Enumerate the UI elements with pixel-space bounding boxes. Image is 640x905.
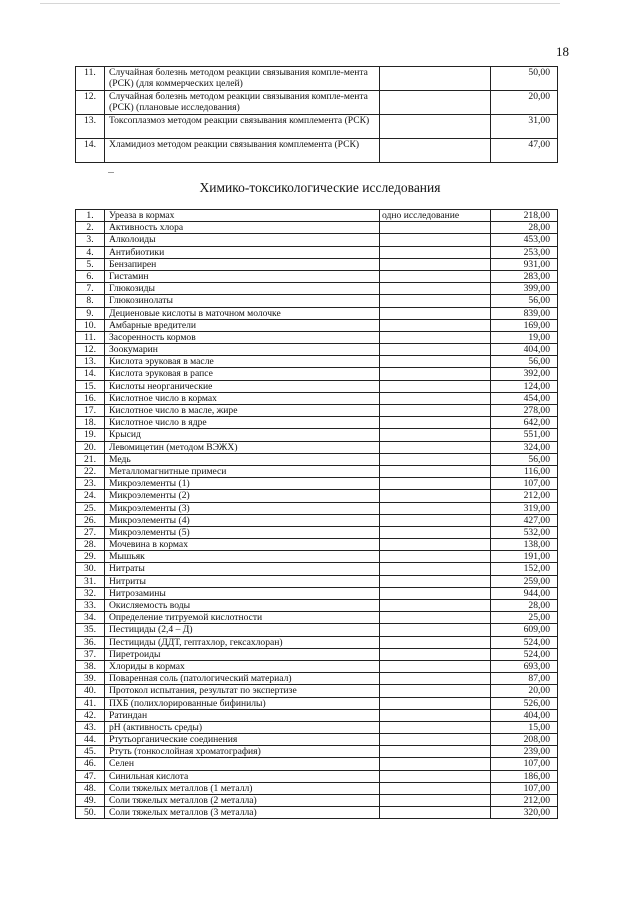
unit-cell xyxy=(380,115,491,139)
item-name: Кислотное число в кормах xyxy=(105,392,380,404)
price-cell: 124,00 xyxy=(491,380,558,392)
table-row xyxy=(76,465,558,477)
price-cell: 169,00 xyxy=(491,319,558,331)
item-name: Засоренность кормов xyxy=(105,331,380,343)
unit-cell xyxy=(380,307,491,319)
row-number: 30. xyxy=(76,563,105,575)
price-cell: 642,00 xyxy=(491,417,558,429)
item-name: Пиретроиды xyxy=(105,648,380,660)
unit-cell xyxy=(380,721,491,733)
row-number: 15. xyxy=(76,380,105,392)
unit-cell xyxy=(380,490,491,502)
price-cell: 532,00 xyxy=(491,526,558,538)
table-row xyxy=(76,709,558,721)
row-number: 1. xyxy=(76,210,105,222)
price-cell: 25,00 xyxy=(491,612,558,624)
row-number: 20. xyxy=(76,441,105,453)
table-row xyxy=(76,697,558,709)
unit-cell xyxy=(380,612,491,624)
row-number: 3. xyxy=(76,234,105,246)
row-number: 23. xyxy=(76,478,105,490)
row-number: 14. xyxy=(76,139,105,163)
price-cell: 15,00 xyxy=(491,721,558,733)
item-name: Зоокумарин xyxy=(105,344,380,356)
price-cell: 392,00 xyxy=(491,368,558,380)
row-number: 14. xyxy=(76,368,105,380)
row-number: 17. xyxy=(76,405,105,417)
row-number: 41. xyxy=(76,697,105,709)
table-row xyxy=(76,91,558,115)
table-row xyxy=(76,344,558,356)
table-row xyxy=(76,660,558,672)
table-row xyxy=(76,782,558,794)
unit-cell xyxy=(380,417,491,429)
row-number: 13. xyxy=(76,115,105,139)
table-row xyxy=(76,283,558,295)
unit-cell xyxy=(380,758,491,770)
item-name: Дециеновые кислоты в маточном молочке xyxy=(105,307,380,319)
table-row xyxy=(76,115,558,139)
item-name: Глюкозиды xyxy=(105,283,380,295)
row-number: 37. xyxy=(76,648,105,660)
price-cell: 186,00 xyxy=(491,770,558,782)
unit-cell xyxy=(380,319,491,331)
row-number: 28. xyxy=(76,539,105,551)
item-name: Поваренная соль (патологический материал) xyxy=(105,673,380,685)
row-number: 13. xyxy=(76,356,105,368)
item-name: Кислоты неорганические xyxy=(105,380,380,392)
unit-cell xyxy=(380,356,491,368)
item-name: Левомицетин (методом ВЭЖХ) xyxy=(105,441,380,453)
table-row xyxy=(76,612,558,624)
item-name: Крысид xyxy=(105,429,380,441)
table-row xyxy=(76,648,558,660)
table-row xyxy=(76,575,558,587)
scan-mark xyxy=(108,172,114,173)
item-name: Кислотное число в масле, жире xyxy=(105,405,380,417)
price-cell: 526,00 xyxy=(491,697,558,709)
price-cell: 693,00 xyxy=(491,660,558,672)
price-cell: 20,00 xyxy=(491,91,558,115)
item-name: Медь xyxy=(105,453,380,465)
page-number: 18 xyxy=(556,44,569,59)
price-cell: 239,00 xyxy=(491,746,558,758)
unit-cell xyxy=(380,539,491,551)
item-name: Уреаза в кормах xyxy=(105,210,380,222)
unit-cell xyxy=(380,551,491,563)
table-row xyxy=(76,526,558,538)
unit-cell xyxy=(380,270,491,282)
table-row xyxy=(76,295,558,307)
unit-cell xyxy=(380,295,491,307)
unit-cell xyxy=(380,709,491,721)
unit-cell xyxy=(380,514,491,526)
unit-cell xyxy=(380,502,491,514)
row-number: 46. xyxy=(76,758,105,770)
item-name: Соли тяжелых металлов (3 металла) xyxy=(105,807,380,819)
table-row xyxy=(76,441,558,453)
item-name: Пестициды (ДДТ, гептахлор, гексахлоран) xyxy=(105,636,380,648)
chemical-toxicology-price-table xyxy=(75,209,558,819)
unit-cell xyxy=(380,795,491,807)
row-number: 11. xyxy=(76,67,105,91)
unit-cell xyxy=(380,91,491,115)
row-number: 24. xyxy=(76,490,105,502)
price-cell: 50,00 xyxy=(491,67,558,91)
table-row xyxy=(76,380,558,392)
item-name: Селен xyxy=(105,758,380,770)
row-number: 10. xyxy=(76,319,105,331)
unit-cell xyxy=(380,465,491,477)
row-number: 18. xyxy=(76,417,105,429)
item-name: Окисляемость воды xyxy=(105,600,380,612)
row-number: 25. xyxy=(76,502,105,514)
unit-cell xyxy=(380,441,491,453)
table-row xyxy=(76,746,558,758)
price-cell: 944,00 xyxy=(491,587,558,599)
row-number: 47. xyxy=(76,770,105,782)
unit-cell xyxy=(380,685,491,697)
row-number: 49. xyxy=(76,795,105,807)
table-row xyxy=(76,502,558,514)
row-number: 32. xyxy=(76,587,105,599)
table-row xyxy=(76,490,558,502)
table-row xyxy=(76,563,558,575)
row-number: 43. xyxy=(76,721,105,733)
price-cell: 212,00 xyxy=(491,490,558,502)
item-name: Бензапирен xyxy=(105,258,380,270)
unit-cell xyxy=(380,697,491,709)
unit-cell xyxy=(380,67,491,91)
item-name: Ратиндан xyxy=(105,709,380,721)
price-cell: 609,00 xyxy=(491,624,558,636)
table-row xyxy=(76,429,558,441)
table-row xyxy=(76,246,558,258)
section-title: Химико-токсикологические исследования xyxy=(199,180,441,195)
unit-cell xyxy=(380,587,491,599)
rows-body xyxy=(76,210,558,819)
unit-cell xyxy=(380,563,491,575)
price-cell: 524,00 xyxy=(491,648,558,660)
unit-cell xyxy=(380,746,491,758)
unit-cell xyxy=(380,234,491,246)
row-number: 29. xyxy=(76,551,105,563)
unit-cell xyxy=(380,660,491,672)
unit-cell xyxy=(380,368,491,380)
table-row xyxy=(76,307,558,319)
unit-cell xyxy=(380,405,491,417)
price-cell: 107,00 xyxy=(491,782,558,794)
table-row xyxy=(76,405,558,417)
row-number: 48. xyxy=(76,782,105,794)
item-name: Мочевина в кормах xyxy=(105,539,380,551)
table-row xyxy=(76,368,558,380)
row-number: 44. xyxy=(76,734,105,746)
row-number: 5. xyxy=(76,258,105,270)
row-number: 31. xyxy=(76,575,105,587)
item-name: ПХБ (полихлорированные бифинилы) xyxy=(105,697,380,709)
table-row xyxy=(76,734,558,746)
item-name: Ртуть (тонкослойная хроматография) xyxy=(105,746,380,758)
row-number: 12. xyxy=(76,344,105,356)
item-name: Микроэлементы (4) xyxy=(105,514,380,526)
unit-cell xyxy=(380,734,491,746)
price-cell: 524,00 xyxy=(491,636,558,648)
item-name: pH (активность среды) xyxy=(105,721,380,733)
price-cell: 839,00 xyxy=(491,307,558,319)
price-cell: 320,00 xyxy=(491,807,558,819)
table-row xyxy=(76,67,558,91)
item-name: Глюкозинолаты xyxy=(105,295,380,307)
unit-cell xyxy=(380,478,491,490)
unit-cell xyxy=(380,575,491,587)
price-cell: 259,00 xyxy=(491,575,558,587)
item-name: Случайная болезнь методом реакции связывания компле-мента (РСК) (для коммерческих целей) xyxy=(105,67,380,91)
table-row xyxy=(76,222,558,234)
table-row xyxy=(76,539,558,551)
price-cell: 404,00 xyxy=(491,709,558,721)
row-number: 16. xyxy=(76,392,105,404)
price-cell: 404,00 xyxy=(491,344,558,356)
table-row xyxy=(76,795,558,807)
item-name: Мышьяк xyxy=(105,551,380,563)
row-number: 33. xyxy=(76,600,105,612)
price-cell: 56,00 xyxy=(491,356,558,368)
table-row xyxy=(76,758,558,770)
item-name: Микроэлементы (3) xyxy=(105,502,380,514)
unit-cell xyxy=(380,673,491,685)
item-name: Антибиотики xyxy=(105,246,380,258)
unit-cell xyxy=(380,222,491,234)
table-row xyxy=(76,331,558,343)
price-cell: 191,00 xyxy=(491,551,558,563)
price-cell: 107,00 xyxy=(491,478,558,490)
item-name: Гистамин xyxy=(105,270,380,282)
item-name: Алколоиды xyxy=(105,234,380,246)
price-cell: 319,00 xyxy=(491,502,558,514)
row-number: 26. xyxy=(76,514,105,526)
price-cell: 20,00 xyxy=(491,685,558,697)
row-number: 27. xyxy=(76,526,105,538)
unit-cell xyxy=(380,624,491,636)
item-name: Соли тяжелых металлов (1 металл) xyxy=(105,782,380,794)
row-number: 39. xyxy=(76,673,105,685)
item-name: Активность хлора xyxy=(105,222,380,234)
table-row xyxy=(76,478,558,490)
table-row xyxy=(76,392,558,404)
row-number: 40. xyxy=(76,685,105,697)
table-row xyxy=(76,551,558,563)
item-name: Микроэлементы (1) xyxy=(105,478,380,490)
item-name: Хлориды в кормах xyxy=(105,660,380,672)
unit-cell xyxy=(380,139,491,163)
row-number: 42. xyxy=(76,709,105,721)
item-name: Синильная кислота xyxy=(105,770,380,782)
table-row xyxy=(76,319,558,331)
price-cell: 454,00 xyxy=(491,392,558,404)
item-name: Токсоплазмоз методом реакции связывания комплемента (РСК) xyxy=(105,115,380,139)
table-row xyxy=(76,685,558,697)
item-name: Амбарные вредители xyxy=(105,319,380,331)
price-cell: 399,00 xyxy=(491,283,558,295)
unit-cell xyxy=(380,283,491,295)
table-row xyxy=(76,587,558,599)
unit-cell xyxy=(380,331,491,343)
item-name: Протокол испытания, результат по экспертизе xyxy=(105,685,380,697)
row-number: 35. xyxy=(76,624,105,636)
price-cell: 28,00 xyxy=(491,600,558,612)
microbiology-price-table xyxy=(75,66,558,163)
unit-cell xyxy=(380,807,491,819)
table-row xyxy=(76,270,558,282)
table-row xyxy=(76,600,558,612)
row-number: 50. xyxy=(76,807,105,819)
price-cell: 208,00 xyxy=(491,734,558,746)
table-row xyxy=(76,636,558,648)
item-name: Нитриты xyxy=(105,575,380,587)
price-cell: 453,00 xyxy=(491,234,558,246)
price-cell: 427,00 xyxy=(491,514,558,526)
item-name: Соли тяжелых металлов (2 металла) xyxy=(105,795,380,807)
unit-cell: одно исследование xyxy=(380,210,491,222)
item-name: Случайная болезнь методом реакции связывания компле-мента (РСК) (плановые исследования) xyxy=(105,91,380,115)
row-number: 38. xyxy=(76,660,105,672)
table-row xyxy=(76,356,558,368)
price-cell: 931,00 xyxy=(491,258,558,270)
unit-cell xyxy=(380,770,491,782)
price-cell: 56,00 xyxy=(491,295,558,307)
row-number: 8. xyxy=(76,295,105,307)
unit-cell xyxy=(380,636,491,648)
item-name: Кислотное число в ядре xyxy=(105,417,380,429)
unit-cell xyxy=(380,453,491,465)
price-cell: 116,00 xyxy=(491,465,558,477)
price-cell: 324,00 xyxy=(491,441,558,453)
table-row xyxy=(76,417,558,429)
unit-cell xyxy=(380,526,491,538)
item-name: Кислота эруковая в масле xyxy=(105,356,380,368)
row-number: 6. xyxy=(76,270,105,282)
table-row xyxy=(76,139,558,163)
table-row xyxy=(76,770,558,782)
top-rows-body xyxy=(76,67,558,163)
row-number: 22. xyxy=(76,465,105,477)
table-row xyxy=(76,258,558,270)
table-row xyxy=(76,721,558,733)
item-name: Микроэлементы (2) xyxy=(105,490,380,502)
item-name: Хламидиоз методом реакции связывания комплемента (РСК) xyxy=(105,139,380,163)
table-row xyxy=(76,673,558,685)
item-name: Микроэлементы (5) xyxy=(105,526,380,538)
unit-cell xyxy=(380,246,491,258)
table-row xyxy=(76,234,558,246)
price-cell: 152,00 xyxy=(491,563,558,575)
row-number: 4. xyxy=(76,246,105,258)
unit-cell xyxy=(380,782,491,794)
price-cell: 31,00 xyxy=(491,115,558,139)
price-cell: 212,00 xyxy=(491,795,558,807)
item-name: Нитрозамины xyxy=(105,587,380,599)
unit-cell xyxy=(380,429,491,441)
price-cell: 218,00 xyxy=(491,210,558,222)
item-name: Кислота эруковая в рапсе xyxy=(105,368,380,380)
item-name: Ртутьорганические соединения xyxy=(105,734,380,746)
row-number: 34. xyxy=(76,612,105,624)
unit-cell xyxy=(380,380,491,392)
row-number: 2. xyxy=(76,222,105,234)
table-row xyxy=(76,807,558,819)
price-cell: 47,00 xyxy=(491,139,558,163)
table-row xyxy=(76,210,558,222)
unit-cell xyxy=(380,344,491,356)
row-number: 7. xyxy=(76,283,105,295)
row-number: 12. xyxy=(76,91,105,115)
row-number: 19. xyxy=(76,429,105,441)
item-name: Нитраты xyxy=(105,563,380,575)
price-cell: 253,00 xyxy=(491,246,558,258)
row-number: 11. xyxy=(76,331,105,343)
price-cell: 107,00 xyxy=(491,758,558,770)
unit-cell xyxy=(380,648,491,660)
table-row xyxy=(76,624,558,636)
price-cell: 138,00 xyxy=(491,539,558,551)
price-cell: 283,00 xyxy=(491,270,558,282)
price-cell: 87,00 xyxy=(491,673,558,685)
scan-edge-line xyxy=(40,3,560,4)
item-name: Пестициды (2,4 – Д) xyxy=(105,624,380,636)
table-row xyxy=(76,453,558,465)
unit-cell xyxy=(380,392,491,404)
row-number: 21. xyxy=(76,453,105,465)
row-number: 36. xyxy=(76,636,105,648)
price-cell: 56,00 xyxy=(491,453,558,465)
row-number: 9. xyxy=(76,307,105,319)
table-row xyxy=(76,514,558,526)
price-cell: 19,00 xyxy=(491,331,558,343)
price-cell: 551,00 xyxy=(491,429,558,441)
row-number: 45. xyxy=(76,746,105,758)
item-name: Определение титруемой кислотности xyxy=(105,612,380,624)
unit-cell xyxy=(380,258,491,270)
price-cell: 28,00 xyxy=(491,222,558,234)
item-name: Металломагнитные примеси xyxy=(105,465,380,477)
unit-cell xyxy=(380,600,491,612)
price-cell: 278,00 xyxy=(491,405,558,417)
